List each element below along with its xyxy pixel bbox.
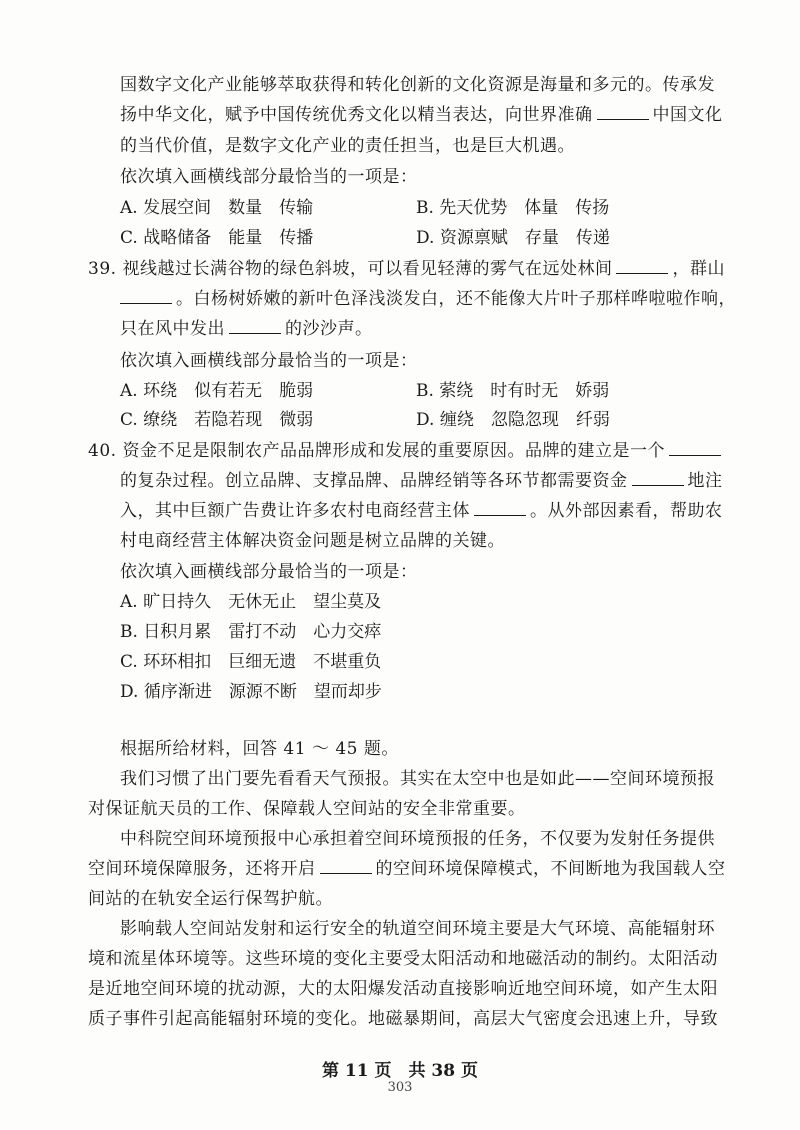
page-indicator: 第 11 页 共 38 页 bbox=[322, 1061, 478, 1081]
option-a: A. 环绕 似有若无 脆弱 bbox=[120, 381, 314, 401]
option-b: B. 先天优势 体量 传扬 bbox=[416, 198, 610, 218]
option-c: C. 缭绕 若隐若现 微弱 bbox=[120, 410, 314, 430]
option-d: D. 循序渐进 源源不断 望而却步 bbox=[120, 682, 382, 702]
text-line bbox=[120, 288, 736, 310]
text-line bbox=[120, 318, 373, 340]
option-a: A. 发展空间 数量 传输 bbox=[120, 198, 314, 218]
text-fragment: 。从外部因素看，帮助农 bbox=[530, 501, 723, 521]
text-fragment: ，群山 bbox=[672, 259, 725, 279]
question-prompt: 依次填入画横线部分最恰当的一项是： bbox=[120, 562, 418, 582]
fill-blank bbox=[474, 501, 526, 516]
question-prompt: 依次填入画横线部分最恰当的一项是： bbox=[120, 351, 418, 371]
fill-blank bbox=[669, 441, 721, 456]
text-line: 国数字文化产业能够萃取获得和转化创新的文化资源是海量和多元的。传承发 bbox=[120, 75, 715, 95]
text-fragment: 地注 bbox=[687, 471, 723, 491]
text-line bbox=[120, 104, 723, 126]
option-d: D. 资源禀赋 存量 传递 bbox=[416, 228, 610, 248]
text-line: 间站的在轨安全运行保驾护航。 bbox=[88, 889, 333, 909]
fill-blank bbox=[597, 105, 649, 120]
text-fragment: 39. 视线越过长满谷物的绿色斜坡，可以看见轻薄的雾气在远处林间 bbox=[88, 259, 613, 279]
text-line bbox=[88, 858, 726, 880]
text-fragment: 的复杂过程。创立品牌、支撑品牌、品牌经销等各环节都需要资金 bbox=[120, 471, 628, 491]
text-line bbox=[120, 500, 723, 522]
option-c: C. 环环相扣 巨细无遗 不堪重负 bbox=[120, 652, 382, 672]
fill-blank bbox=[120, 289, 172, 304]
question-39-line bbox=[88, 258, 725, 280]
option-c: C. 战略储备 能量 传播 bbox=[120, 228, 314, 248]
text-line: 是近地空间环境的扰动源，大的太阳爆发活动直接影响近地空间环境，如产生太阳 bbox=[88, 979, 718, 999]
text-line: 我们习惯了出门要先看看天气预报。其实在太空中也是如此——空间环境预报 bbox=[120, 769, 715, 789]
text-line: 中科院空间环境预报中心承担着空间环境预报的任务，不仅要为发射任务提供 bbox=[120, 829, 715, 849]
fill-blank bbox=[229, 319, 281, 334]
text-fragment: 。白杨树娇嫩的新叶色泽浅淡发白，还不能像大片叶子那样哗啦啦作响， bbox=[176, 289, 736, 309]
option-b: B. 萦绕 时有时无 娇弱 bbox=[416, 381, 610, 401]
text-fragment: 入，其中巨额广告费让许多农村电商经营主体 bbox=[120, 501, 470, 521]
question-40-line bbox=[88, 440, 725, 462]
text-fragment: 中国文化 bbox=[652, 105, 723, 125]
text-line: 村电商经营主体解决资金问题是树立品牌的关键。 bbox=[120, 531, 505, 551]
option-d: D. 缠绕 忽隐忽现 纤弱 bbox=[416, 410, 610, 430]
text-line: 境和流星体环境等。这些环境的变化主要受太阳活动和地磁活动的制约。太阳活动 bbox=[88, 949, 718, 969]
question-prompt: 依次填入画横线部分最恰当的一项是： bbox=[120, 167, 418, 187]
fill-blank bbox=[320, 859, 372, 874]
option-a: A. 旷日持久 无休无止 望尘莫及 bbox=[120, 592, 382, 612]
text-fragment: 40. 资金不足是限制农产品品牌形成和发展的重要原因。品牌的建立是一个 bbox=[88, 441, 665, 461]
text-line: 影响载人空间站发射和运行安全的轨道空间环境主要是大气环境、高能辐射环 bbox=[120, 919, 715, 939]
text-line: 的当代价值，是数字文化产业的责任担当，也是巨大机遇。 bbox=[120, 136, 575, 156]
fill-blank bbox=[632, 471, 684, 486]
text-fragment: 只在风中发出 bbox=[120, 319, 225, 339]
text-fragment: 的空间环境保障模式，不间断地为我国载人空 bbox=[375, 859, 726, 879]
page-number: 303 bbox=[387, 1080, 413, 1095]
section-intro: 根据所给材料，回答 41 ～ 45 题。 bbox=[120, 739, 399, 759]
fill-blank bbox=[616, 259, 668, 274]
text-fragment: 的沙沙声。 bbox=[285, 319, 373, 339]
option-b: B. 日积月累 雷打不动 心力交瘁 bbox=[120, 622, 382, 642]
text-line bbox=[120, 470, 723, 492]
text-line: 质子事件引起高能辐射环境的变化。地磁暴期间，高层大气密度会迅速上升，导致 bbox=[88, 1009, 718, 1029]
text-fragment: 空间环境保障服务，还将开启 bbox=[88, 859, 316, 879]
text-line: 对保证航天员的工作、保障载人空间站的安全非常重要。 bbox=[88, 799, 526, 819]
text-fragment: 扬中华文化，赋予中国传统优秀文化以精当表达，向世界准确 bbox=[120, 105, 593, 125]
